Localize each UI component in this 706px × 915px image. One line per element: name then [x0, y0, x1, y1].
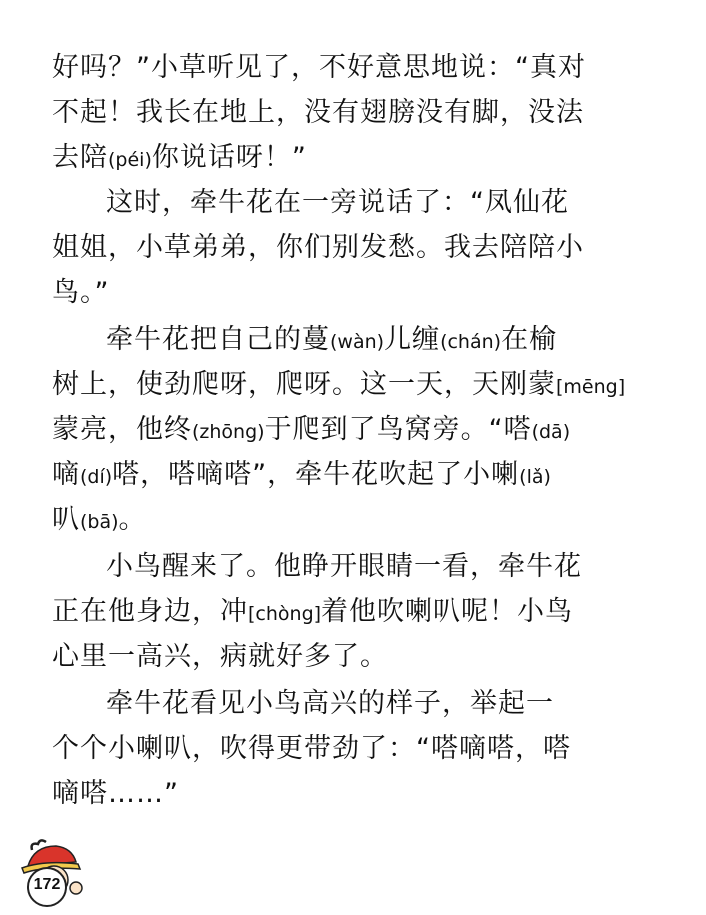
text-segment: 蒙亮，他终 — [52, 414, 192, 445]
text-segment: 鸟。” — [52, 277, 110, 308]
pinyin-annotation: [chòng] — [248, 603, 322, 625]
text-line-4 — [106, 183, 706, 223]
text-segment: 小鸟醒来了。他睁开眼睛一看，牵牛花 — [106, 551, 582, 582]
text-line-5 — [52, 228, 652, 268]
text-segment: 好吗？”小草听见了，不好意思地说：“真对 — [52, 52, 586, 83]
pinyin-annotation: (bā) — [80, 511, 119, 533]
text-line-7 — [106, 320, 706, 360]
text-segment: 在榆 — [501, 324, 558, 355]
text-segment: 树上，使劲爬呀，爬呀。这一天，天刚蒙 — [52, 369, 556, 400]
text-line-14 — [52, 637, 652, 677]
text-segment: 于爬到了鸟窝旁。“嗒 — [264, 414, 532, 445]
pinyin-annotation: (wàn) — [330, 331, 385, 353]
text-segment: 去陪 — [52, 142, 108, 173]
text-line-6 — [52, 273, 652, 313]
text-segment: 嘀嗒……” — [52, 778, 179, 809]
text-segment: 你说话呀！” — [151, 142, 307, 173]
text-segment: 牵牛花看见小鸟高兴的样子，举起一 — [106, 688, 554, 719]
text-line-3 — [52, 138, 652, 178]
text-line-13 — [52, 592, 652, 632]
pinyin-annotation: (péi) — [108, 149, 152, 171]
text-segment: 嘀 — [52, 459, 80, 490]
pinyin-annotation: (lǎ) — [519, 466, 551, 488]
text-segment: 这时，牵牛花在一旁说话了：“凤仙花 — [106, 187, 569, 218]
text-line-9 — [52, 410, 652, 450]
text-segment: 正在他身边，冲 — [52, 596, 248, 627]
text-line-16 — [52, 729, 652, 769]
text-segment: 牵牛花把自己的蔓 — [106, 324, 330, 355]
text-segment: 嗒，嗒嘀嗒”，牵牛花吹起了小喇 — [112, 459, 520, 490]
text-line-11 — [52, 500, 652, 540]
pinyin-annotation: [mēng] — [556, 376, 626, 398]
text-line-1 — [52, 48, 652, 88]
pinyin-annotation: (dā) — [531, 421, 571, 443]
text-segment: 姐姐，小草弟弟，你们别发愁。我去陪陪小 — [52, 232, 584, 263]
text-line-10 — [52, 455, 652, 495]
pinyin-annotation: (chán) — [440, 331, 502, 353]
pinyin-annotation: (dí) — [80, 466, 113, 488]
text-segment: 叭 — [52, 504, 80, 535]
text-segment: 。 — [118, 504, 147, 535]
pinyin-annotation: (zhōng) — [192, 421, 265, 443]
text-segment: 着他吹喇叭呢！小鸟 — [321, 596, 574, 627]
text-line-2 — [52, 93, 652, 133]
text-line-15 — [106, 684, 706, 724]
text-line-8 — [52, 365, 652, 405]
text-line-12 — [106, 547, 706, 587]
text-line-17 — [52, 774, 652, 814]
text-segment: 儿缠 — [384, 324, 441, 355]
text-segment: 不起！我长在地上，没有翅膀没有脚，没法 — [52, 97, 584, 128]
page-number: 172 — [33, 876, 61, 893]
text-segment: 心里一高兴，病就好多了。 — [52, 641, 388, 672]
text-segment: 个个小喇叭，吹得更带劲了：“嗒嘀嗒，嗒 — [52, 733, 571, 764]
